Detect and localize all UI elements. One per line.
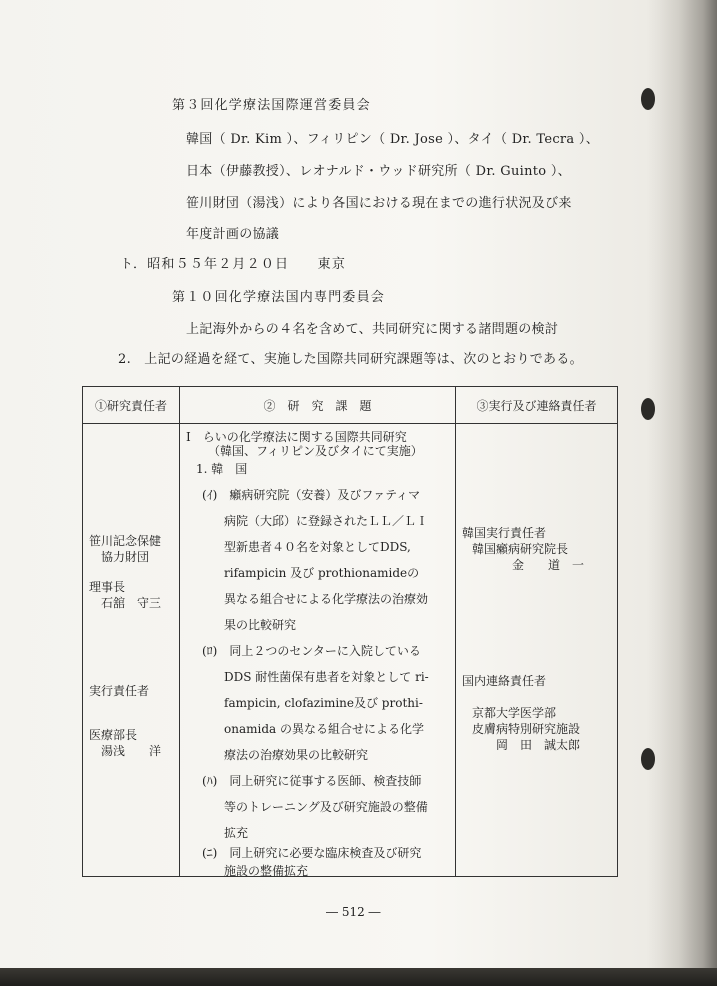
cell-text: 実行責任者: [89, 684, 150, 698]
page-bottom-edge: [0, 968, 717, 986]
cell-text: 病院（大邱）に登録されたＬＬ／ＬＩ: [224, 514, 429, 528]
table-row: [83, 424, 618, 877]
cell-text: 岡 田 誠太郎: [496, 738, 581, 752]
table-header: ③実行及び連絡責任者: [456, 387, 618, 424]
page-number: ― 512 ―: [326, 905, 381, 919]
cell-text: 型新患者４０名を対象としてDDS,: [224, 540, 411, 554]
body-line: 第１０回化学療法国内専門委員会: [172, 290, 386, 305]
cell-text: 石舘 守三: [101, 596, 162, 610]
cell-text: 皮膚病特別研究施設: [472, 722, 581, 736]
cell-text: DDS 耐性菌保有患者を対象として ri-: [224, 670, 429, 684]
cell-text: 施設の整備拡充: [224, 864, 309, 878]
cell-text: (ﾛ) 同上２つのセンターに入院している: [202, 644, 421, 658]
body-line: 日本（伊藤教授）、レオナルド・ウッド研究所（ Dr. Guinto ）、: [186, 164, 571, 179]
cell-text: 医療部長: [89, 728, 138, 742]
cell-text: (ｲ) 癩病研究院（安養）及びファティマ: [202, 488, 421, 502]
cell-text: (ﾊ) 同上研究に従事する医師、検査技師: [202, 774, 422, 788]
cell-text: fampicin, clofazimine及び prothi-: [224, 696, 423, 710]
cell-text: （韓国、フィリピン及びタイにて実施）: [208, 444, 423, 458]
binding-hole: [641, 748, 655, 770]
cell-text: Ⅰ らいの化学療法に関する国際共同研究: [186, 430, 407, 444]
table-cell-responsible: [83, 424, 180, 877]
cell-text: 療法の治療効果の比較研究: [224, 748, 369, 762]
body-line: 第３回化学療法国際運営委員会: [172, 98, 371, 113]
cell-text: (ﾆ) 同上研究に必要な臨床検査及び研究: [202, 846, 422, 860]
body-line: 上記海外からの４名を含めて、共同研究に関する諸問題の検討: [186, 322, 559, 337]
cell-text: 韓国実行責任者: [462, 526, 547, 540]
body-line: ト．昭和５５年２月２０日 東京: [120, 257, 347, 272]
body-line: 年度計画の協議: [186, 227, 280, 242]
cell-text: 異なる組合せによる化学療法の治療効: [224, 592, 429, 606]
binding-hole: [641, 398, 655, 420]
cell-text: 京都大学医学部: [472, 706, 557, 720]
binding-hole: [641, 88, 655, 110]
table-header: ② 研 究 課 題: [180, 387, 456, 424]
cell-text: 果の比較研究: [224, 618, 297, 632]
table-cell-contacts: [456, 424, 618, 877]
page-binding-shadow: [647, 0, 717, 986]
table-header-row: [83, 387, 618, 424]
body-line: 2. 上記の経過を経て、実施した国際共同研究課題等は、次のとおりである。: [118, 352, 583, 367]
cell-text: 協力財団: [101, 550, 150, 564]
cell-text: onamida の異なる組合せによる化学: [224, 722, 424, 736]
cell-text: 等のトレーニング及び研究施設の整備: [224, 800, 428, 814]
research-table: [82, 386, 618, 877]
cell-text: 1. 韓 国: [196, 462, 248, 476]
cell-text: 理事長: [89, 580, 126, 594]
body-line: 笹川財団（湯浅）により各国における現在までの進行状況及び来: [186, 196, 572, 211]
cell-text: 金 道 一: [512, 558, 585, 572]
body-line: 韓国（ Dr. Kim ）、フィリピン（ Dr. Jose ）、タイ（ Dr. Tecra ）、: [186, 132, 600, 147]
cell-text: 笹川記念保健: [89, 534, 162, 548]
cell-text: 韓国癩病研究院長: [472, 542, 569, 556]
cell-text: 国内連絡責任者: [462, 674, 547, 688]
table-cell-topic: [180, 424, 456, 877]
table-header: ①研究責任者: [83, 387, 180, 424]
cell-text: 湯浅 洋: [101, 744, 162, 758]
cell-text: rifampicin 及び prothionamideの: [224, 566, 420, 580]
cell-text: 拡充: [224, 826, 249, 840]
